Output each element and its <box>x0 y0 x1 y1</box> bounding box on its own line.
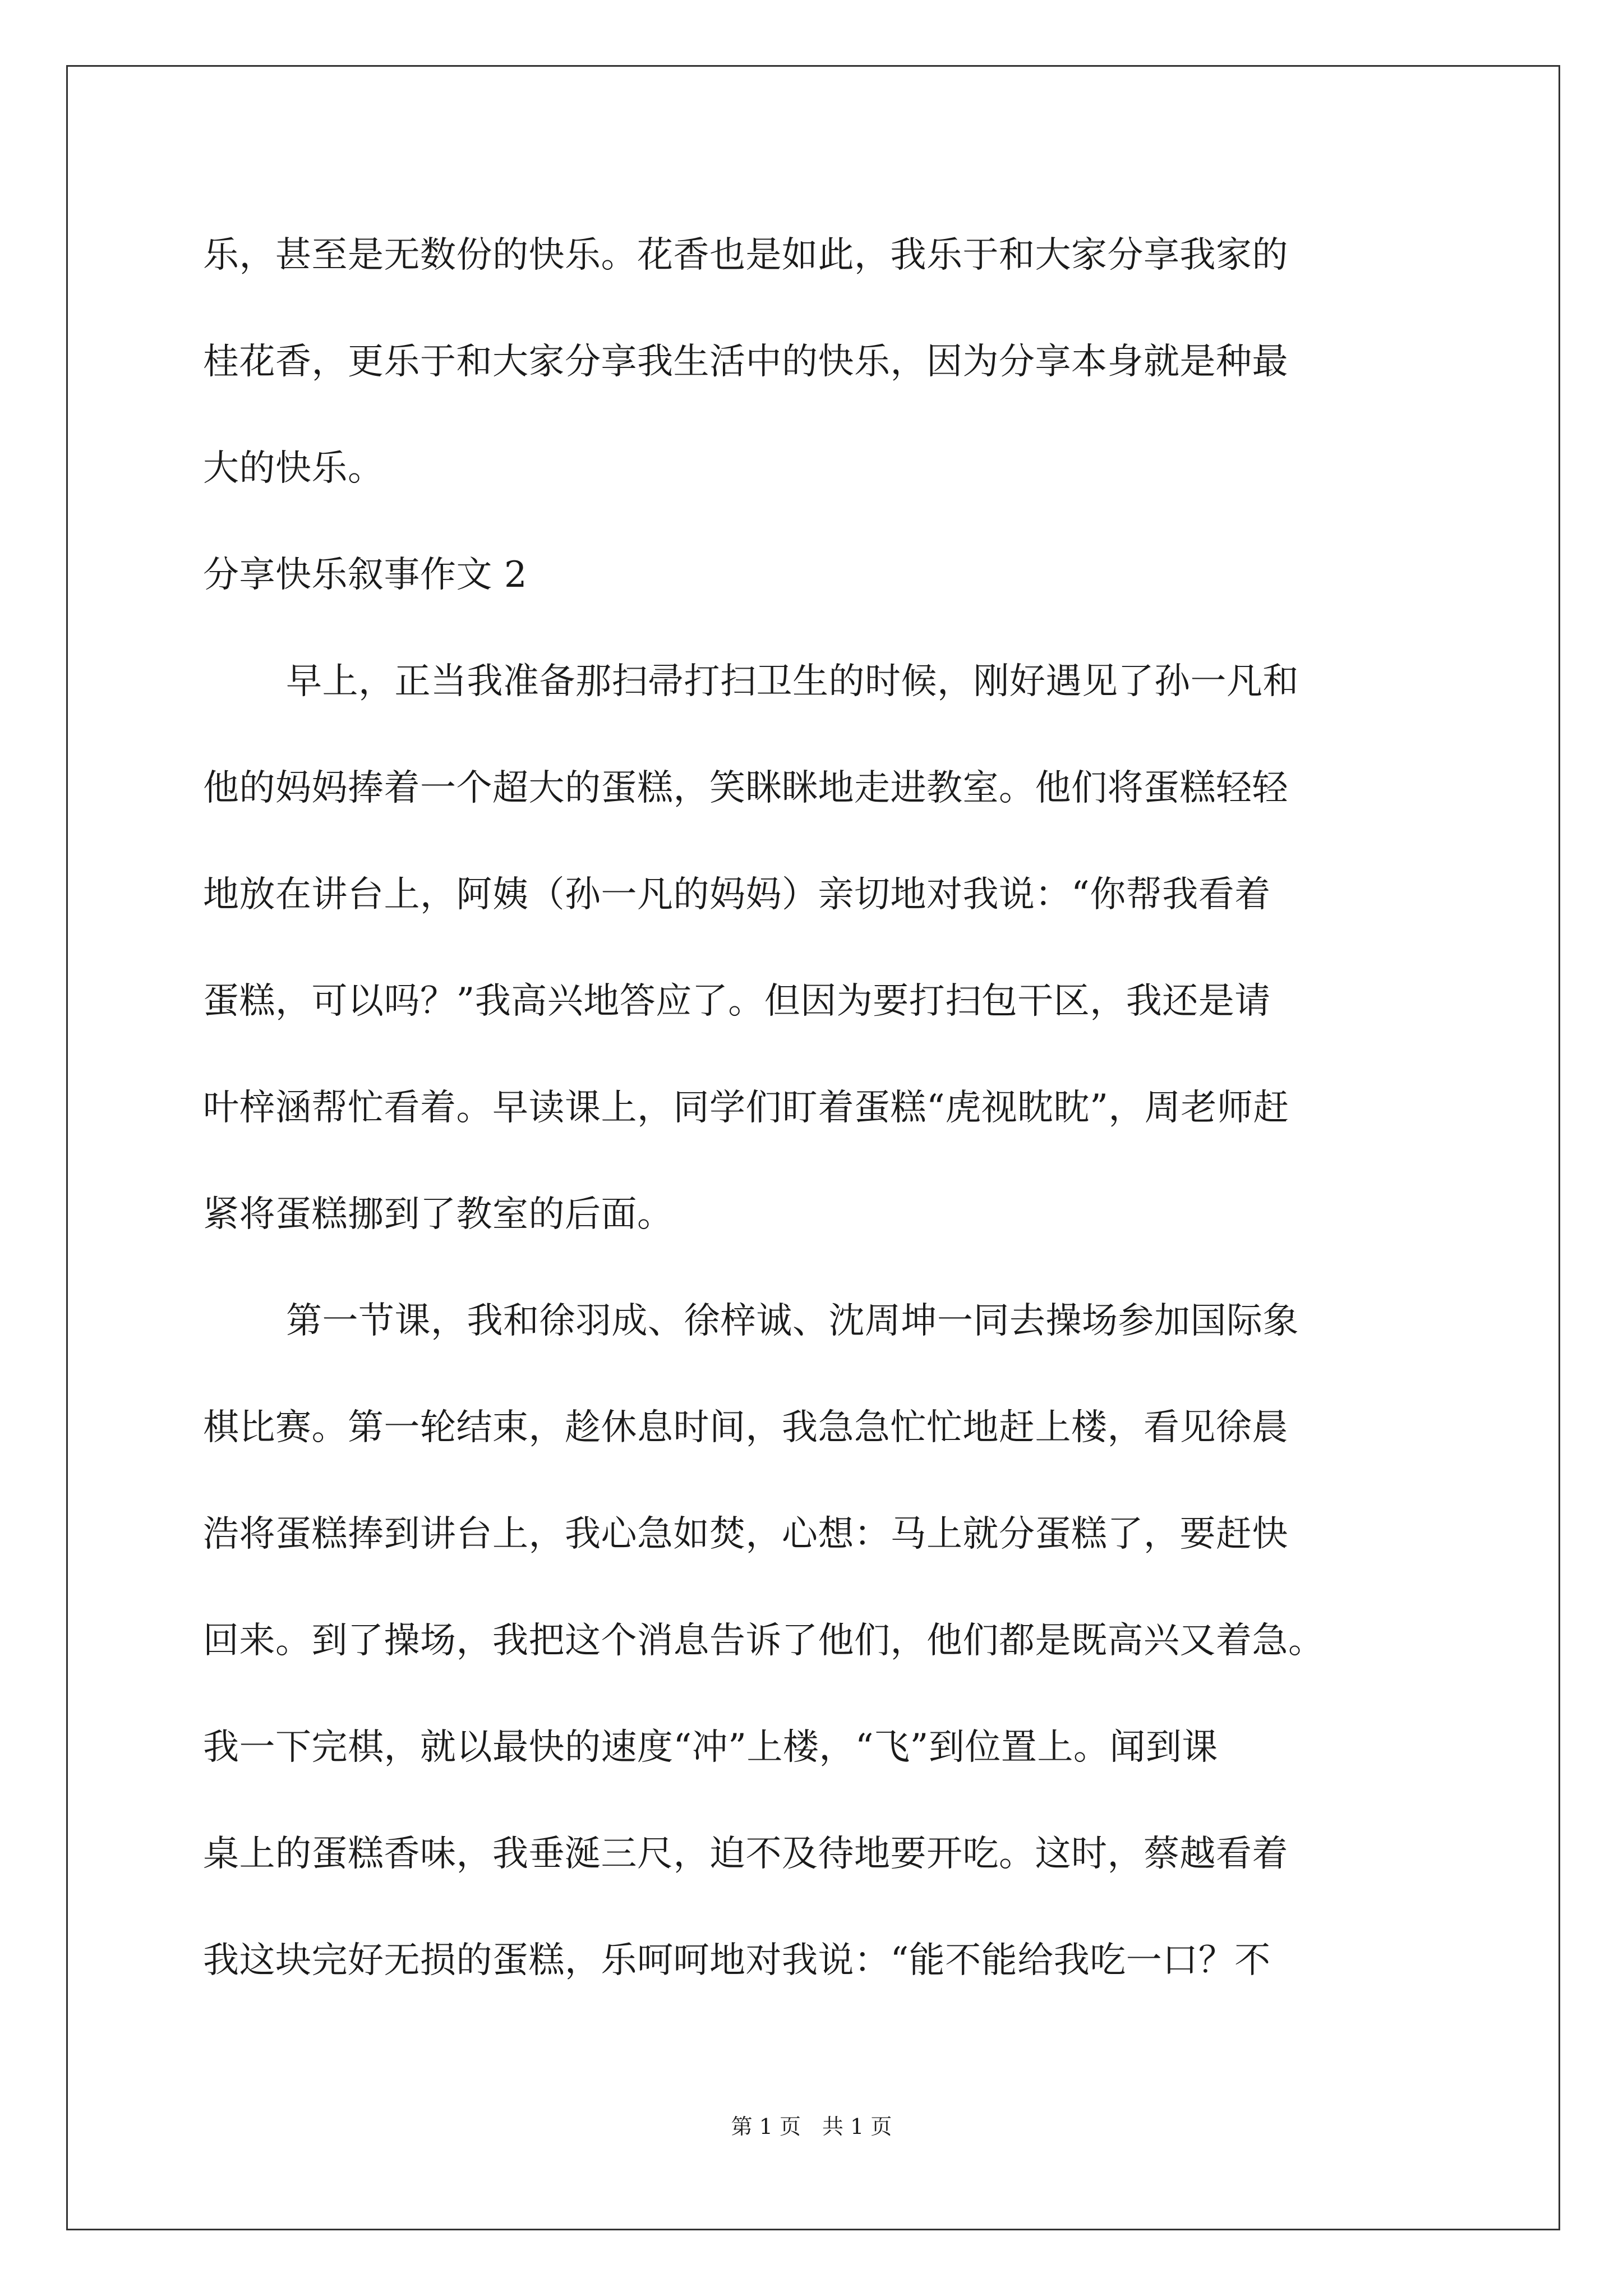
text-line: 浩将蛋糕捧到讲台上，我心急如焚，心想：马上就分蛋糕了，要赶快 <box>203 1513 1288 1555</box>
text-line: 回来。到了操场，我把这个消息告诉了他们，他们都是既高兴又着急。 <box>203 1620 1325 1662</box>
text-line: 蛋糕，可以吗？”我高兴地答应了。但因为要打扫包干区，我还是请 <box>203 981 1271 1022</box>
page-footer: 第 1 页 共 1 页 <box>731 2114 892 2139</box>
text-line: 我这块完好无损的蛋糕，乐呵呵地对我说：“能不能给我吃一口？不 <box>203 1940 1271 1981</box>
text-line: 棋比赛。第一轮结束，趁休息时间，我急急忙忙地赶上楼，看见徐晨 <box>203 1407 1288 1448</box>
text-line: 紧将蛋糕挪到了教室的后面。 <box>203 1194 674 1235</box>
text-line: 叶梓涵帮忙看着。早读课上，同学们盯着蛋糕“虎视眈眈”，周老师赶 <box>203 1087 1289 1129</box>
text-line: 乐，甚至是无数份的快乐。花香也是如此，我乐于和大家分享我家的 <box>203 234 1288 276</box>
text-line: 桌上的蛋糕香味，我垂涎三尺，迫不及待地要开吃。这时，蔡越看着 <box>203 1833 1288 1875</box>
text-line: 桂花香，更乐于和大家分享我生活中的快乐，因为分享本身就是种最 <box>203 341 1288 383</box>
text-line: 他的妈妈捧着一个超大的蛋糕，笑眯眯地走进教室。他们将蛋糕轻轻 <box>203 767 1288 809</box>
text-line: 大的快乐。 <box>203 448 384 489</box>
paragraph-first-line: 早上，正当我准备那扫帚打扫卫生的时候，刚好遇见了孙一凡和 <box>286 661 1299 702</box>
section-heading: 分享快乐叙事作文 2 <box>203 554 528 596</box>
text-line: 地放在讲台上，阿姨（孙一凡的妈妈）亲切地对我说：“你帮我看着 <box>203 874 1271 915</box>
paragraph-first-line: 第一节课，我和徐羽成、徐梓诚、沈周坤一同去操场参加国际象 <box>286 1300 1299 1342</box>
document-body <box>203 202 1432 2014</box>
text-line: 我一下完棋，就以最快的速度“冲”上楼，“飞”到位置上。闻到课 <box>203 1727 1218 1768</box>
